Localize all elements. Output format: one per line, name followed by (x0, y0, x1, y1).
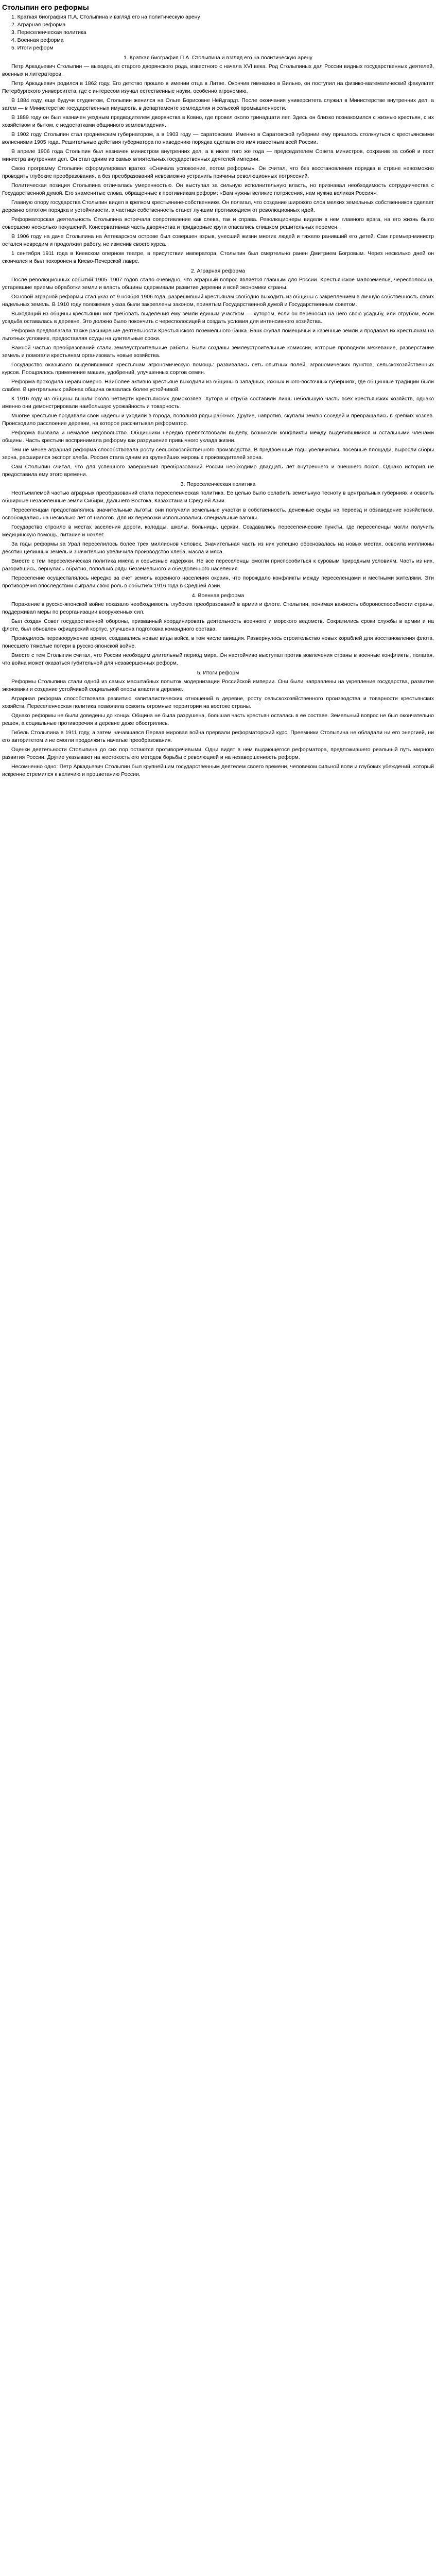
paragraph: Главную опору государства Столыпин видел в крепком крестьянине-собственнике. Он полагал, что создание широкого слоя мелких земельных собственников сделает деревню оплотом порядка и устойчивости, а частная собственность станет лучшим противоядием от революционных идей. (2, 199, 434, 213)
paragraph: Реформаторская деятельность Столыпина встречала сопротивление как слева, так и справа. Революционеры видели в нем главного врага, на его жизнь было совершено несколько покушений. Консервативная часть дворянства и придворные круги опасались слишком решительных перемен. (2, 216, 434, 230)
paragraph: Тем не менее аграрная реформа способствовала росту сельскохозяйственного производства. В предвоенные годы увеличились посевные площади, выросли сборы зерна, расширился экспорт хлеба. Россия стала одним из крупнейших мировых производителей зерна. (2, 447, 434, 461)
document-section (2, 669, 434, 778)
document-page (0, 0, 436, 778)
paragraph: Вместе с тем Столыпин считал, что России необходим длительный период мира. Он настойчиво выступал против вовлечения страны в военные конфликты, полагая, что война может оказаться губительной для незавершенных реформ. (2, 652, 434, 666)
document-body (2, 54, 434, 778)
paragraph: Вместе с тем переселенческая политика имела и серьезные издержки. Не все переселенцы смогли приспособиться к суровым природным условиям. Часть из них, разорившись, вернулась обратно, пополнив ряды безземельного и обездоленного населения. (2, 558, 434, 572)
document-section (2, 267, 434, 479)
document-section (2, 481, 434, 590)
paragraph: Реформа вызвала и немалое недовольство. Общинники нередко препятствовали выделу, возникали конфликты между выделившимися и остальными членами общины. Часть крестьян воспринимала реформу как разрушение привычного уклада жизни. (2, 430, 434, 444)
paragraph: Государство оказывало выделившимся крестьянам агрономическую помощь: развивалась сеть опытных полей, агрономических пунктов, сельскохозяйственных курсов. Поощрялось применение машин, удобрений, улучшенных сортов семян. (2, 362, 434, 376)
section-heading: 1. Краткая биография П.А. Столыпина и взгляд его на политическую арену (124, 55, 312, 61)
paragraph: Гибель Столыпина в 1911 году, а затем начавшаяся Первая мировая война прервали реформаторский курс. Преемники Столыпина не обладали ни его энергией, ни его авторитетом и не смогли продолжить начатые преобразования. (2, 730, 434, 743)
paragraph: Основой аграрной реформы стал указ от 9 ноября 1906 года, разрешивший крестьянам свободно выходить из общины с закреплением в личную собственность своих надельных земель. В 1910 году положения указа были закреплены законом, принятым Государственной думой и Государственным советом. (2, 294, 434, 308)
paragraph: Сам Столыпин считал, что для успешного завершения преобразований России необходимо двадцать лет внутреннего и внешнего покоя. Однако история не предоставила ему этого времени. (2, 464, 434, 478)
paragraph: Реформа предполагала также расширение деятельности Крестьянского поземельного банка. Банк скупал помещичьи и казенные земли и продавал их крестьянам на льготных условиях, предоставляя ссуды на длительные сроки. (2, 328, 434, 342)
paragraph: В 1906 году на даче Столыпина на Аптекарском острове был совершен взрыв, унесший жизни многих людей и тяжело ранивший его детей. Сам премьер-министр остался невредим и продолжил работу, не изменив своего курса. (2, 233, 434, 247)
section-heading: 3. Переселенческая политика (180, 481, 256, 487)
toc-item[interactable]: 3. Переселенческая политика (11, 29, 86, 36)
paragraph: Политическая позиция Столыпина отличалась умеренностью. Он выступал за сильную исполнительную власть, но признавал необходимость сотрудничества с Государственной думой. Его знаменитые слова, обращенные к противникам реформ: «Вам нужны великие потрясения, нам нужна великая Россия». (2, 182, 434, 196)
paragraph: Был создан Совет государственной обороны, призванный координировать деятельность военного и морского ведомств. Сократились сроки службы в армии и на флоте, был обновлен офицерский корпус, улучшена подготовка командного состава. (2, 618, 434, 632)
paragraph: Важной частью преобразований стали землеустроительные работы. Были созданы землеустроительные комиссии, которые проводили межевание, разверстание земель и помогали крестьянам организовать новые хозяйства. (2, 345, 434, 359)
paragraph: Свою программу Столыпин сформулировал кратко: «Сначала успокоение, потом реформы». Он считал, что без восстановления порядка в стране невозможно проводить глубокие преобразования, а без преобразований невозможно устранить причины революционных потрясений. (2, 165, 434, 179)
document-section (2, 54, 434, 265)
paragraph: Реформа проходила неравномерно. Наиболее активно крестьяне выходили из общины в западных, южных и юго-восточных губерниях, где общинные традиции были слабее. В центральных районах община оказалась более устойчивой. (2, 379, 434, 393)
toc-item[interactable]: 1. Краткая биография П.А. Столыпина и взгляд его на политическую арену (11, 14, 200, 20)
paragraph: В 1889 году он был назначен уездным предводителем дворянства в Ковно, где провел около тринадцати лет. Здесь он близко познакомился с жизнью крестьян, с их хозяйством и бытом, с недостатками общинного землевладения. (2, 114, 434, 128)
paragraph: Проводилось перевооружение армии, создавались новые виды войск, в том числе авиация. Развернулось строительство новых кораблей для восстановления флота, понесшего тяжелые потери в русско-японской войне. (2, 635, 434, 649)
paragraph: Неотъемлемой частью аграрных преобразований стала переселенческая политика. Ее целью было ослабить земельную тесноту в центральных губерниях и освоить обширные незаселенные земли Сибири, Дальнего Востока, Казахстана и Средней Азии. (2, 490, 434, 504)
toc-item[interactable]: 5. Итоги реформ (11, 45, 54, 51)
section-heading: 4. Военная реформа (191, 592, 245, 599)
paragraph: В 1902 году Столыпин стал гродненским губернатором, а в 1903 году — саратовским. Именно в Саратовской губернии ему пришлось столкнуться с крестьянскими волнениями 1905 года. Решительные действия губернатора по наведению порядка сделали его имя известным всей России. (2, 131, 434, 145)
paragraph: 1 сентября 1911 года в Киевском оперном театре, в присутствии императора, Столыпин был смертельно ранен Дмитрием Богровым. Через несколько дней он скончался и был похоронен в Киево-Печерской лавре. (2, 250, 434, 264)
paragraph: Оценки деятельности Столыпина до сих пор остаются противоречивыми. Одни видят в нем выдающегося реформатора, предложившего реальный путь мирного развития России. Другие указывают на жестокость его методов борьбы с революцией и на незавершенность реформ. (2, 747, 434, 760)
document-section (2, 592, 434, 667)
paragraph: К 1916 году из общины вышли около четверти крестьянских домохозяев. Хутора и отруба составили лишь небольшую часть всех крестьянских хозяйств, однако именно они демонстрировали наибольшую урожайность и товарность. (2, 396, 434, 410)
paragraph: Реформы Столыпина стали одной из самых масштабных попыток модернизации Российской империи. Они были направлены на укрепление государства, развитие экономики и создание устойчивой социальной опоры власти в деревне. (2, 679, 434, 692)
paragraph: В 1884 году, еще будучи студентом, Столыпин женился на Ольге Борисовне Нейдгардт. После окончания университета служил в Министерстве внутренних дел, а затем — в Министерстве государственных имуществ, в департаменте земледелия и сельской промышленности. (2, 97, 434, 111)
paragraph: Переселенцам предоставлялись значительные льготы: они получали земельные участки в собственность, денежные ссуды на переезд и обзаведение хозяйством, освобождались на несколько лет от налогов. Для их перевозки использовались специальные вагоны. (2, 507, 434, 521)
toc-item[interactable]: 4. Военная реформа (11, 37, 64, 43)
paragraph: За годы реформы за Урал переселилось более трех миллионов человек. Значительная часть из них успешно обосновалась на новых местах, освоила миллионы десятин целинных земель и значительно увеличила производство хлеба, масла и мяса. (2, 541, 434, 555)
paragraph: Выходящий из общины крестьянин мог требовать выделения ему земли единым участком — хутором, если он переносил на него свою усадьбу, или отрубом, если усадьба оставалась в деревне. Это должно было покончить с чересполосицей и создать условия для интенсивного хозяйства. (2, 311, 434, 325)
paragraph: Петр Аркадьевич родился в 1862 году. Его детство прошло в имении отца в Литве. Окончив гимназию в Вильно, он поступил на физико-математический факультет Петербургского университета, где с интересом изучал естественные науки, особенно агрономию. (2, 80, 434, 94)
paragraph: Многие крестьяне продавали свои наделы и уходили в города, пополняя ряды рабочих. Другие, напротив, скупали землю соседей и превращались в крепких хозяев. Происходило расслоение деревни, на которое рассчитывал реформатор. (2, 413, 434, 427)
paragraph: После революционных событий 1905–1907 годов стало очевидно, что аграрный вопрос является главным для России. Крестьянское малоземелье, чересполосица, устаревшие приемы обработки земли и власть общины сдерживали развитие деревни и всей экономики страны. (2, 277, 434, 291)
paragraph: Несомненно одно: Петр Аркадьевич Столыпин был крупнейшим государственным деятелем своего времени, человеком сильной воли и глубоких убеждений, который искренне стремился к величию и процветанию России. (2, 764, 434, 777)
paragraph: Петр Аркадьевич Столыпин — выходец из старого дворянского рода, известного с начала XVI века. Род Столыпиных дал России видных государственных деятелей, военных и литераторов. (2, 63, 434, 77)
toc-item[interactable]: 2. Аграрная реформа (11, 22, 66, 28)
paragraph: Аграрная реформа способствовала развитию капиталистических отношений в деревне, росту сельскохозяйственного производства и товарности крестьянских хозяйств. Переселенческая политика позволила освоить огромные территории на востоке страны. (2, 696, 434, 709)
paragraph: Государство строило в местах заселения дороги, колодцы, школы, больницы, церкви. Создавались переселенческие пункты, где переселенцы могли получить медицинскую помощь, питание и ночлег. (2, 524, 434, 538)
paragraph: Переселение осуществлялось нередко за счет земель коренного населения окраин, что порождало конфликты между переселенцами и местными жителями. Эти противоречия впоследствии сыграли свою роль в событиях 1916 года в Средней Азии. (2, 575, 434, 589)
document-title: Столыпин его реформы (2, 3, 89, 11)
paragraph: Поражение в русско-японской войне показало необходимость глубоких преобразований в армии и флоте. Столыпин, понимая важность обороноспособности страны, поддерживал меры по реорганизации вооруженных сил. (2, 601, 434, 615)
table-of-contents (2, 13, 434, 52)
paragraph: В апреле 1906 года Столыпин был назначен министром внутренних дел, а в июле того же года — председателем Совета министров, сохранив за собой и пост министра внутренних дел. Он стал одним из самых влиятельных государственных деятелей империи. (2, 148, 434, 162)
section-heading: 2. Аграрная реформа (190, 268, 246, 274)
paragraph: Однако реформы не были доведены до конца. Община не была разрушена, большая часть крестьян осталась в ее составе. Земельный вопрос не был окончательно решен, а социальные противоречия в деревне даже обострились. (2, 713, 434, 726)
section-heading: 5. Итоги реформ (197, 670, 239, 676)
